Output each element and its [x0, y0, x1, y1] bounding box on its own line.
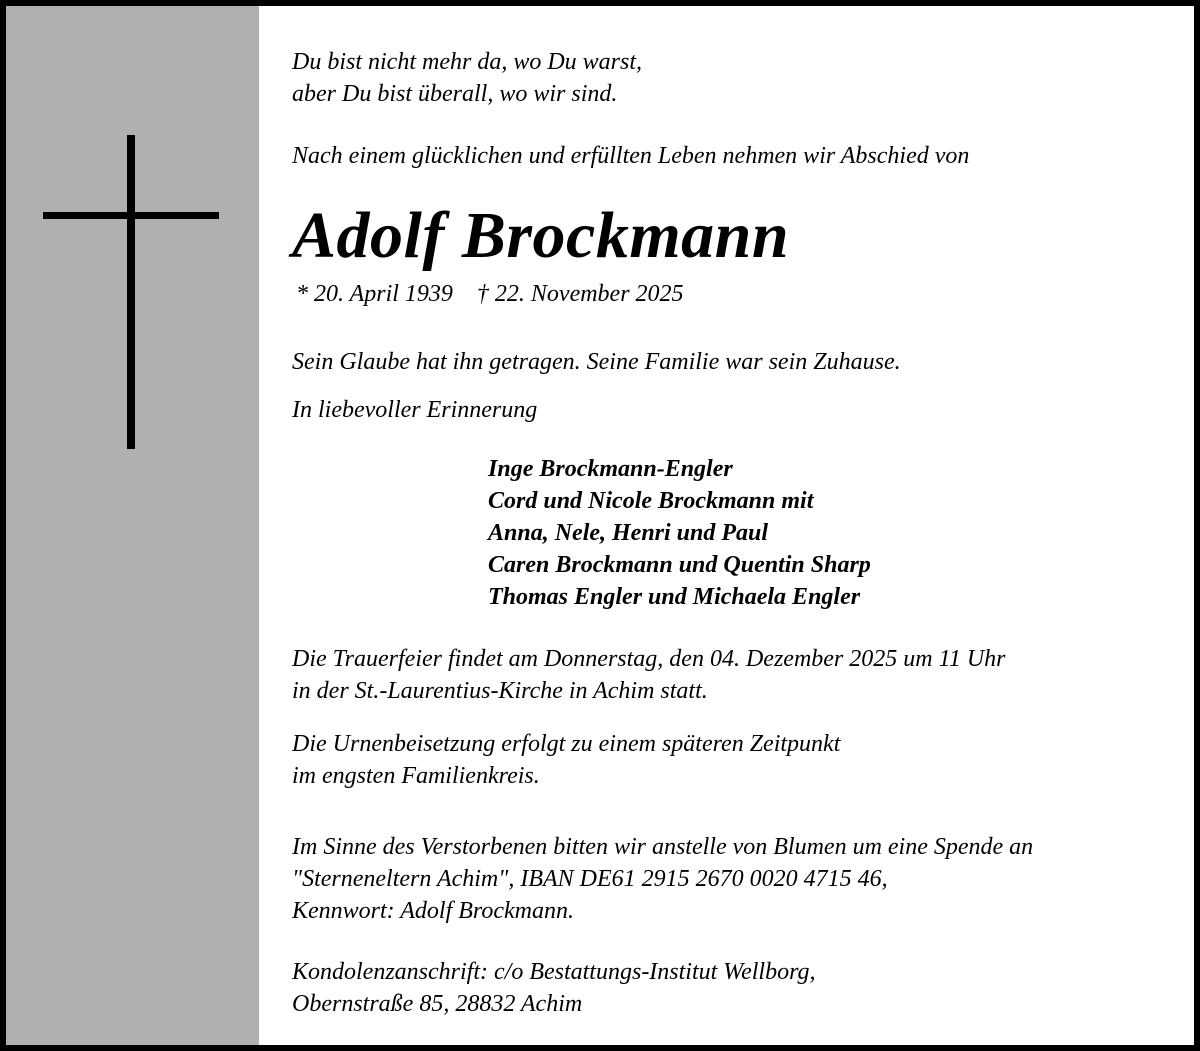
birth-date: * 20. April 1939 [296, 281, 453, 307]
cross-icon-vertical [127, 135, 135, 449]
family-member: Thomas Engler und Michaela Engler [488, 584, 861, 610]
cross-icon-horizontal [43, 212, 219, 219]
death-date: † 22. November 2025 [476, 281, 684, 307]
quote-line-2: aber Du bist überall, wo wir sind. [292, 81, 618, 107]
family-list [488, 453, 871, 613]
intro-text: Nach einem glücklichen und erfüllten Leben nehmen wir Abschied von [292, 143, 970, 169]
obituary-notice [6, 6, 1194, 1045]
service-line-2: in der St.-Laurentius-Kirche in Achim statt. [292, 678, 708, 704]
condolence-line-1: Kondolenzanschrift: c/o Bestattungs-Institut Wellborg, [292, 959, 816, 985]
service-line-1: Die Trauerfeier findet am Donnerstag, den 04. Dezember 2025 um 11 Uhr [292, 646, 1006, 672]
burial-line-2: im engsten Familienkreis. [292, 763, 540, 789]
notice-content [292, 6, 1194, 1045]
tribute-text: Sein Glaube hat ihn getragen. Seine Familie war sein Zuhause. [292, 349, 901, 375]
life-dates [296, 279, 684, 309]
condolence-line-2: Obernstraße 85, 28832 Achim [292, 991, 583, 1017]
family-member: Cord und Nicole Brockmann mit [488, 488, 814, 514]
deceased-name: Adolf Brockmann [292, 199, 790, 272]
family-member: Inge Brockmann-Engler [488, 456, 733, 482]
burial-line-1: Die Urnenbeisetzung erfolgt zu einem späteren Zeitpunkt [292, 731, 841, 757]
family-member: Caren Brockmann und Quentin Sharp [488, 552, 871, 578]
quote-line-1: Du bist nicht mehr da, wo Du warst, [292, 49, 643, 75]
donation-line-2: "Sterneneltern Achim", IBAN DE61 2915 2670 0020 4715 46, [292, 866, 888, 892]
donation-line-3: Kennwort: Adolf Brockmann. [292, 898, 574, 924]
donation-line-1: Im Sinne des Verstorbenen bitten wir anstelle von Blumen um eine Spende an [292, 834, 1034, 860]
side-panel [6, 6, 259, 1045]
memory-text: In liebevoller Erinnerung [292, 397, 538, 423]
family-member: Anna, Nele, Henri und Paul [488, 520, 769, 546]
